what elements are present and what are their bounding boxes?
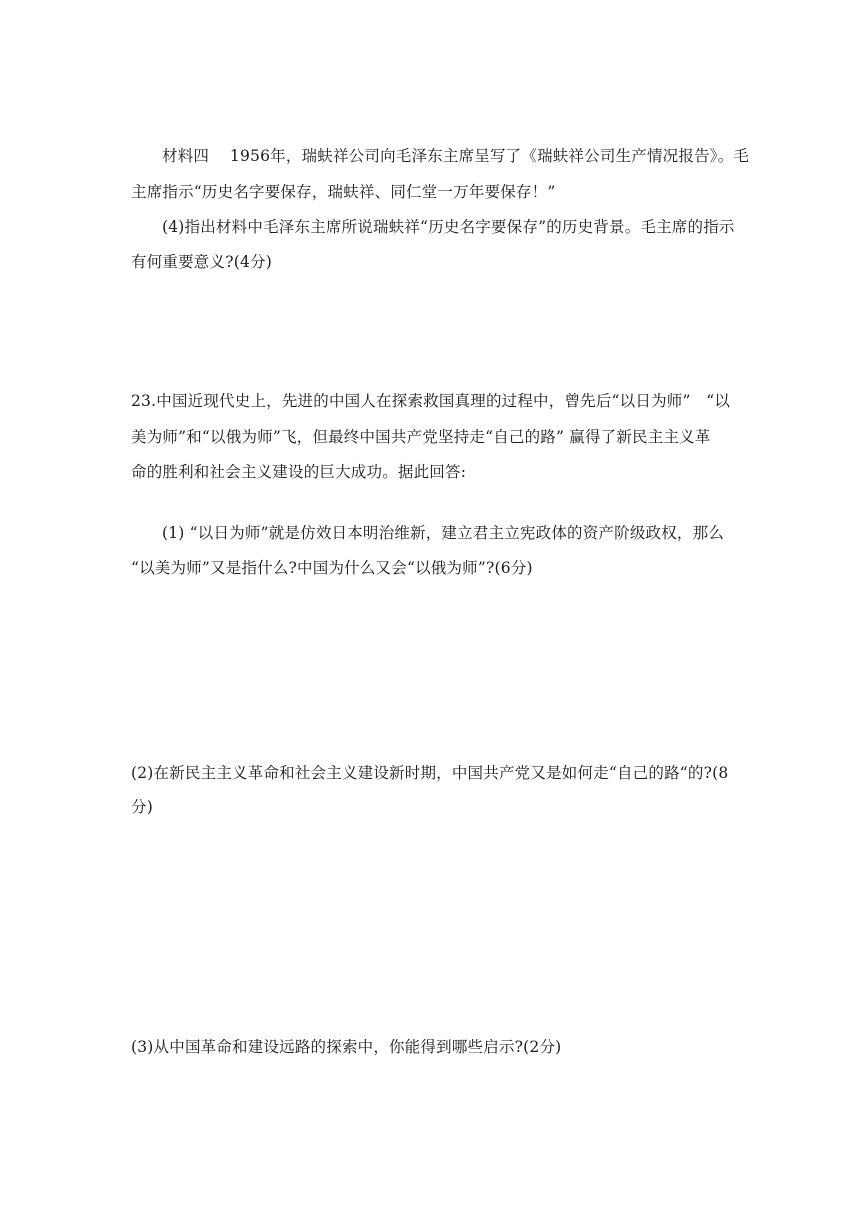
material-four-line-1: 材料四 1956年，瑞蚨祥公司向毛泽东主席呈写了《瑞蚨祥公司生产情况报告》。毛 (162, 147, 750, 165)
question-4-line-1: (4)指出材料中毛泽东主席所说瑞蚨祥“历史名字要保存”的历史背景。毛主席的指示 (162, 218, 735, 236)
question-23-sub-2-line-1: (2)在新民主主义革命和社会主义建设新时期，中国共产党又是如何走“自己的路“的?(8 (131, 764, 729, 782)
question-23-sub-1-line-2: “以美为师”又是指什么?中国为什么又会“以俄为师”?(6分) (131, 559, 533, 577)
material-four-line-2: 主席指示“历史名字要保存，瑞蚨祥、同仁堂一万年要保存！” (131, 183, 556, 201)
question-4-line-2: 有何重要意义?(4分) (131, 253, 272, 271)
question-23-stem-line-3: 命的胜利和社会主义建设的巨大成功。据此回答: (131, 463, 467, 481)
question-23-sub-3-line-1: (3)从中国革命和建设远路的探索中，你能得到哪些启示?(2分) (131, 1038, 562, 1056)
question-23-stem-line-1: 23.中国近现代史上，先进的中国人在探索救国真理的过程中，曾先后“以日为师” “以 (131, 392, 731, 410)
question-23-sub-2-line-2: 分) (131, 798, 153, 816)
question-23-sub-1-line-1: (1) “以日为师”就是仿效日本明治维新，建立君主立宪政体的资产阶级政权，那么 (162, 524, 725, 542)
question-23-stem-line-2: 美为师”和“以俄为师”飞，但最终中国共产党坚持走“自己的路” 赢得了新民主主义革 (131, 428, 711, 446)
